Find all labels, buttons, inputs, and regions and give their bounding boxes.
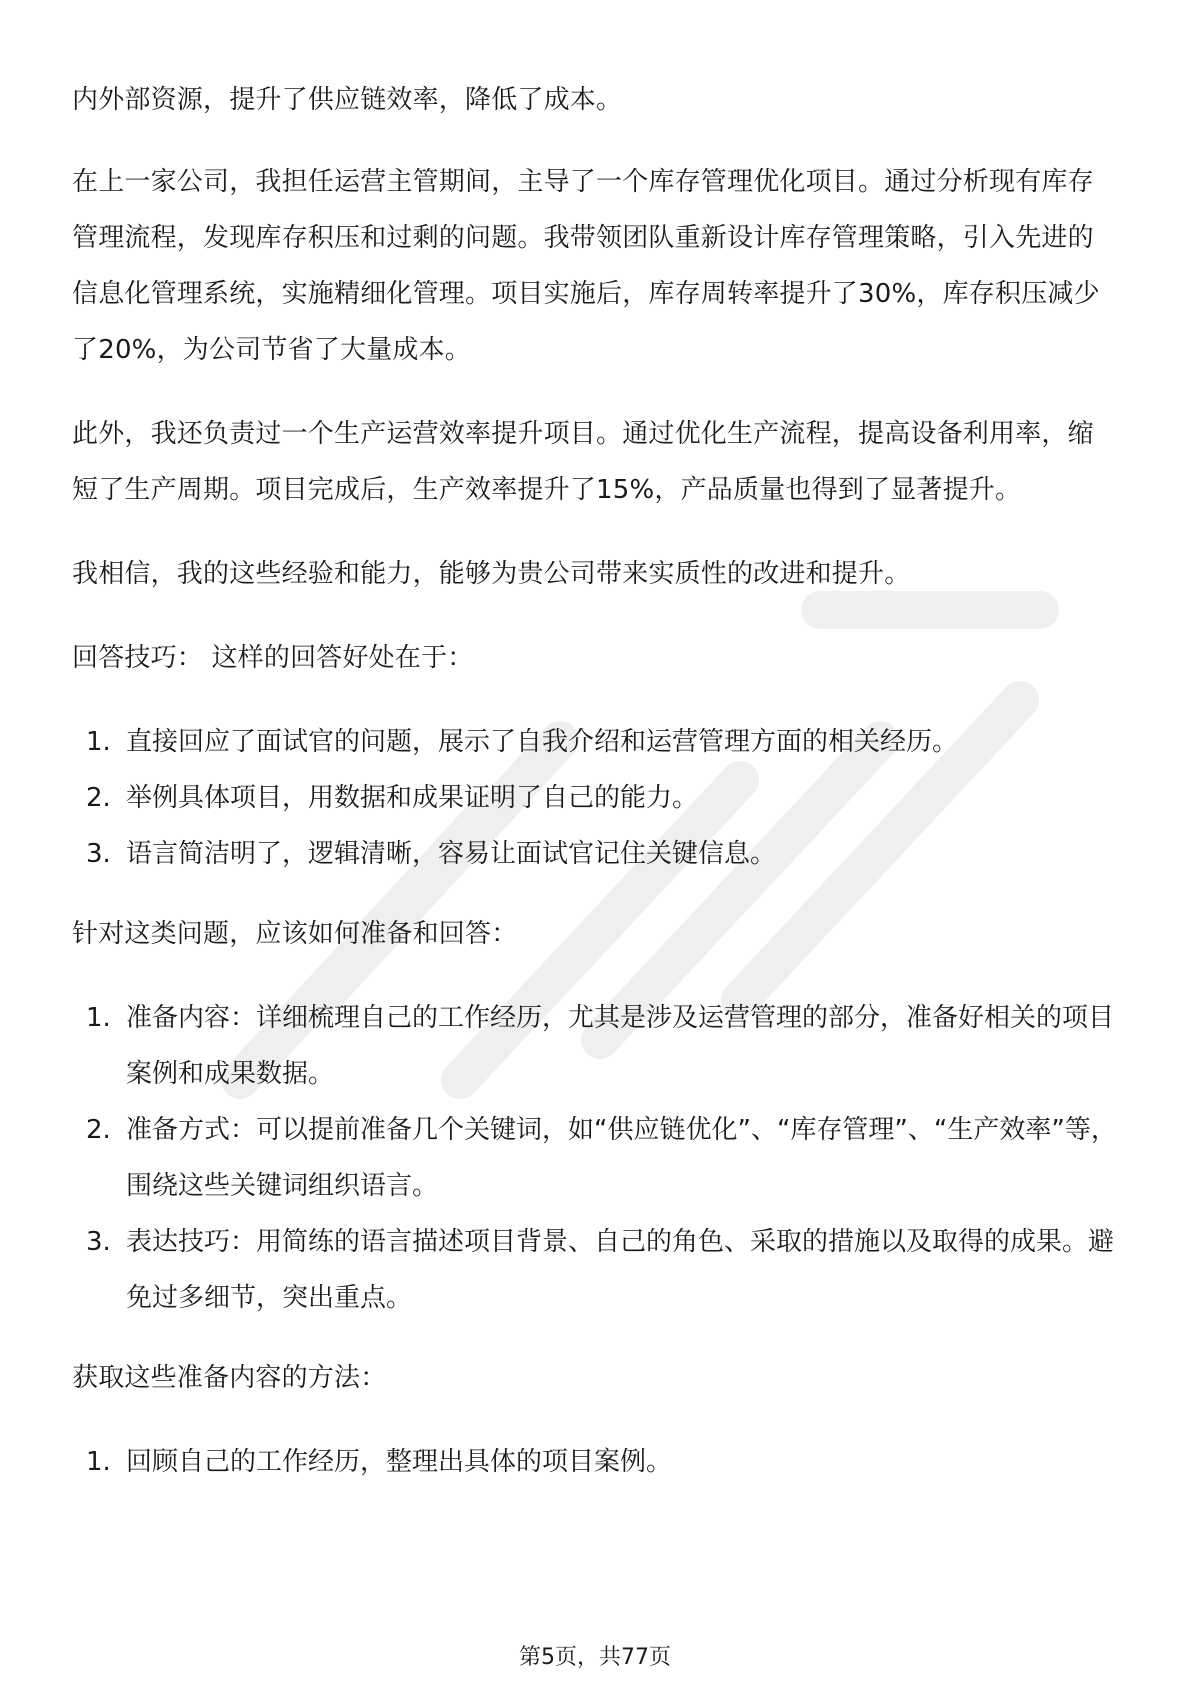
section-heading-methods: 获取这些准备内容的方法： [72, 1363, 387, 1393]
page-footer: 第5页，共77页 [519, 1645, 671, 1670]
paragraph-conclusion: 我相信，我的这些经验和能力，能够为贵公司带来实质性的改进和提升。 [72, 559, 911, 589]
section-heading-preparation: 针对这类问题，应该如何准备和回答： [72, 919, 518, 949]
list-item [72, 714, 1118, 770]
list-item [72, 1214, 1118, 1326]
list-item [72, 990, 1118, 1102]
list-item-text: 回顾自己的工作经历，整理出具体的项目案例。 [126, 1447, 673, 1477]
list-item [72, 826, 1118, 882]
list-number: 1. [86, 1003, 111, 1033]
list-number: 3. [86, 839, 111, 869]
answer-tips-list [72, 714, 1118, 882]
list-number: 2. [86, 783, 111, 813]
main-content [72, 72, 1118, 1514]
paragraph-intro-continued: 内外部资源，提升了供应链效率，降低了成本。 [72, 85, 623, 115]
list-item [72, 1434, 1118, 1490]
preparation-list [72, 990, 1118, 1326]
list-item-text: 表达技巧：用简练的语言描述项目背景、自己的角色、采取的措施以及取得的成果。避免过多细节，突出重点。 [126, 1227, 1115, 1313]
methods-list [72, 1434, 1118, 1490]
list-item-text: 举例具体项目，用数据和成果证明了自己的能力。 [126, 783, 699, 813]
list-item-text: 语言简洁明了，逻辑清晰，容易让面试官记住关键信息。 [126, 839, 777, 869]
list-number: 3. [86, 1227, 111, 1257]
list-item-text: 直接回应了面试官的问题，展示了自我介绍和运营管理方面的相关经历。 [126, 727, 959, 757]
list-item [72, 770, 1118, 826]
list-number: 2. [86, 1115, 111, 1145]
paragraph-inventory-project: 在上一家公司，我担任运营主管期间，主导了一个库存管理优化项目。通过分析现有库存管理流程，发现库存积压和过剩的问题。我带领团队重新设计库存管理策略，引入先进的信息化管理系统，实施精细化管理。项目实施后，库存周转率提升了30%，库存积压减少了20%，为公司节省了大量成本。 [72, 167, 1100, 365]
list-item [72, 1102, 1118, 1214]
list-item-text: 准备方式：可以提前准备几个关键词，如“供应链优化”、“库存管理”、“生产效率”等，围绕这些关键词组织语言。 [126, 1115, 1117, 1201]
section-heading-answer-tips: 回答技巧： 这样的回答好处在于： [72, 643, 474, 673]
list-number: 1. [86, 1447, 111, 1477]
paragraph-production-project: 此外，我还负责过一个生产运营效率提升项目。通过优化生产流程，提高设备利用率，缩短了生产周期。项目完成后，生产效率提升了15%，产品质量也得到了显著提升。 [72, 419, 1094, 505]
list-item-text: 准备内容：详细梳理自己的工作经历，尤其是涉及运营管理的部分，准备好相关的项目案例和成果数据。 [126, 1003, 1115, 1089]
list-number: 1. [86, 727, 111, 757]
